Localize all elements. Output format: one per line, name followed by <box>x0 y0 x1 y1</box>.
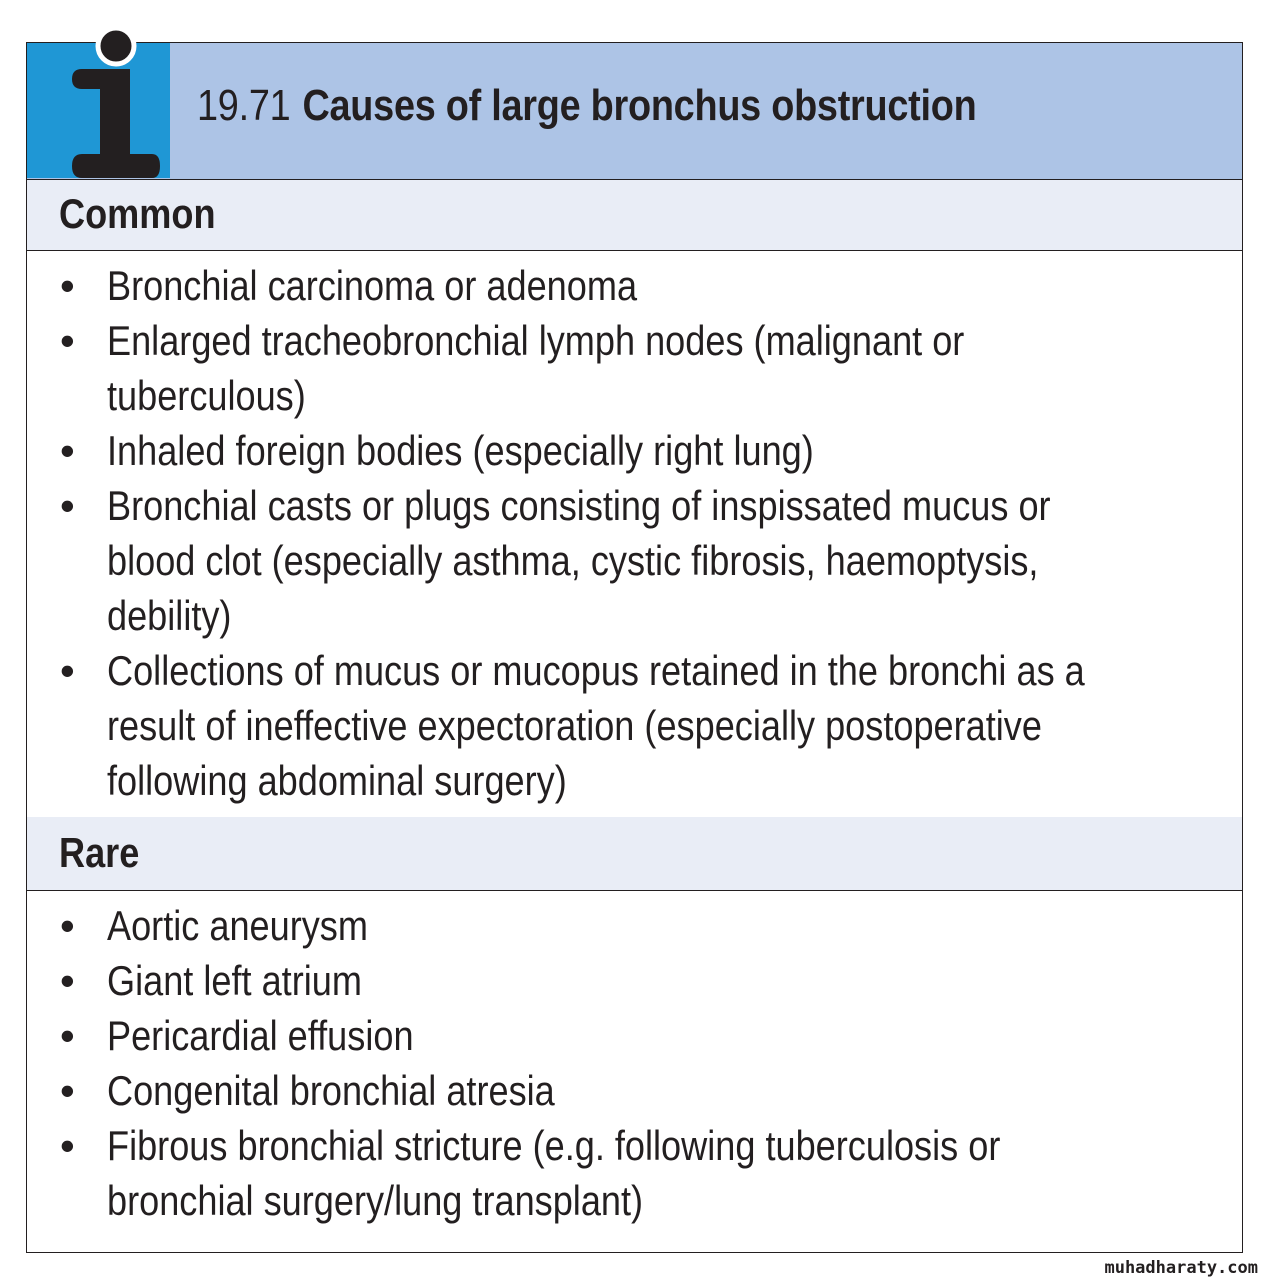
title-bar <box>27 43 1242 180</box>
list-item-text: debility) <box>107 592 232 639</box>
rare-causes-list <box>27 898 1242 1228</box>
common-causes-list <box>27 258 1242 808</box>
list-item <box>27 953 1242 1008</box>
list-item-text: Bronchial casts or plugs consisting of inspissated mucus or <box>107 482 1051 529</box>
info-icon <box>64 26 168 186</box>
bullet-icon: • <box>60 957 75 1004</box>
watermark: muhadharaty.com <box>1104 1258 1258 1278</box>
list-item-text: Inhaled foreign bodies (especially right lung) <box>107 427 814 474</box>
list-item <box>27 258 1242 313</box>
list-item <box>27 313 1242 423</box>
bullet-icon: • <box>60 647 75 694</box>
bullet-icon: • <box>60 262 75 309</box>
bullet-icon: • <box>60 902 75 949</box>
list-item-text: tuberculous) <box>107 372 306 419</box>
box-number: 19.71 <box>197 81 291 130</box>
section-heading-common <box>27 180 1242 251</box>
list-item <box>27 1118 1242 1228</box>
info-box <box>26 42 1243 1253</box>
list-item-text: Collections of mucus or mucopus retained in the bronchi as a <box>107 647 1085 694</box>
box-title <box>197 81 976 131</box>
list-item-text: following abdominal surgery) <box>107 757 567 804</box>
list-item-text: bronchial surgery/lung transplant) <box>107 1177 644 1224</box>
list-item-text: result of ineffective expectoration (especially postoperative <box>107 702 1042 749</box>
bullet-icon: • <box>60 1122 75 1169</box>
bullet-icon: • <box>60 427 75 474</box>
list-item-text: Bronchial carcinoma or adenoma <box>107 262 638 309</box>
list-item-text: blood clot (especially asthma, cystic fibrosis, haemoptysis, <box>107 537 1039 584</box>
list-item-text: Giant left atrium <box>107 957 362 1004</box>
list-item-text: Pericardial effusion <box>107 1012 414 1059</box>
section-heading-rare <box>27 817 1242 891</box>
list-item <box>27 643 1242 808</box>
section-heading-label: Common <box>59 190 216 237</box>
box-title-text: Causes of large bronchus obstruction <box>302 81 977 130</box>
bullet-icon: • <box>60 1012 75 1059</box>
bullet-icon: • <box>60 482 75 529</box>
bullet-icon: • <box>60 317 75 364</box>
list-item-text: Fibrous bronchial stricture (e.g. following tuberculosis or <box>107 1122 1001 1169</box>
list-item-text: Congenital bronchial atresia <box>107 1067 555 1114</box>
list-item <box>27 1063 1242 1118</box>
list-item-text: Aortic aneurysm <box>107 902 368 949</box>
section-heading-label: Rare <box>59 829 140 876</box>
list-item <box>27 423 1242 478</box>
list-item <box>27 898 1242 953</box>
list-item <box>27 478 1242 643</box>
list-item-text: Enlarged tracheobronchial lymph nodes (malignant or <box>107 317 965 364</box>
list-item <box>27 1008 1242 1063</box>
bullet-icon: • <box>60 1067 75 1114</box>
